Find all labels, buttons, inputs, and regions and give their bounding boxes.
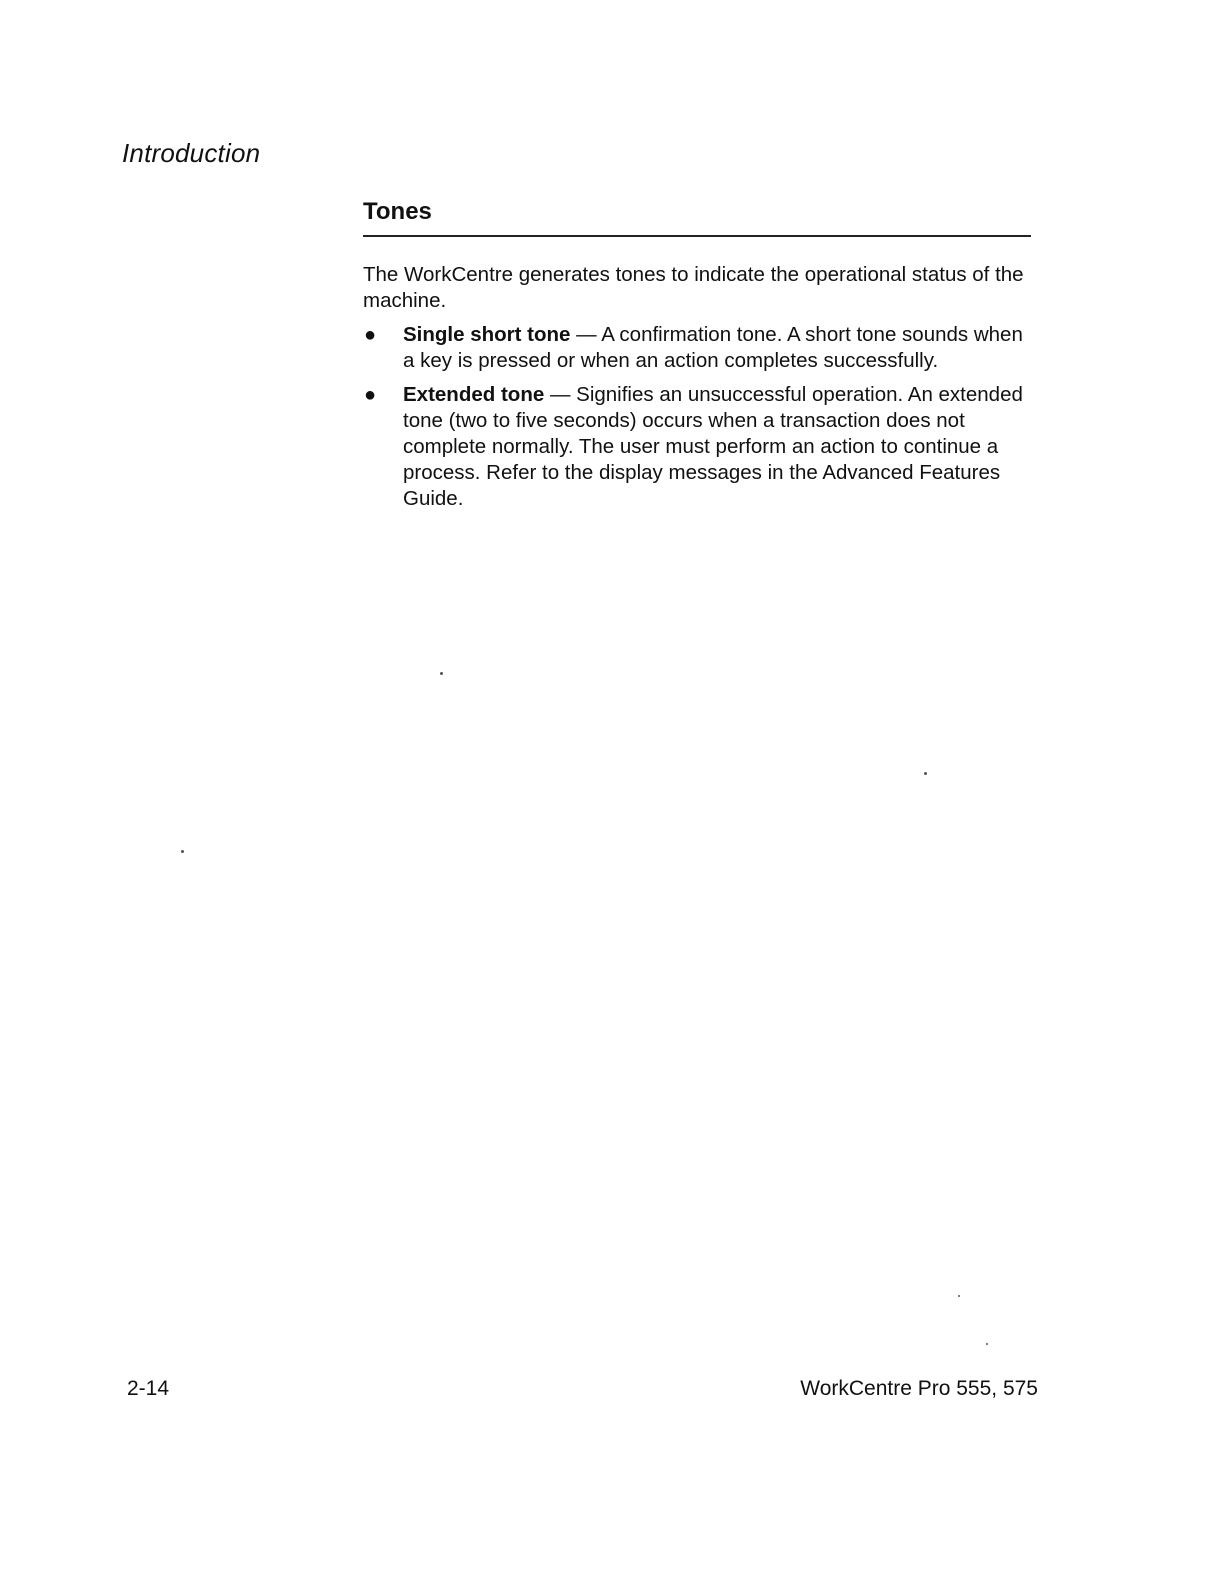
tone-description: — Signifies an unsuccessful operation. An extended tone (two to five seconds) occurs when a transaction does not complete normally. The user must perform an action to continue a process. Refer to the display messages in the Advanced Features Guide. [403, 383, 1023, 511]
scan-speck [924, 772, 927, 775]
list-item [363, 322, 1031, 374]
bullet-icon: ● [364, 324, 377, 347]
section-title: Tones [363, 196, 1031, 237]
bullet-icon: ● [364, 384, 377, 407]
tone-term: Extended tone [403, 383, 545, 407]
page-number: 2-14 [127, 1377, 170, 1400]
tone-description: — A confirmation tone. A short tone sounds when a key is pressed or when an action completes successfully. [403, 323, 1023, 373]
scan-speck [986, 1343, 988, 1345]
intro-paragraph: The WorkCentre generates tones to indicate the operational status of the machine. [363, 263, 1024, 313]
scan-speck [958, 1295, 960, 1297]
footer-product: WorkCentre Pro 555, 575 [800, 1377, 1038, 1400]
tone-term: Single short tone [403, 323, 571, 347]
chapter-header: Introduction [122, 138, 261, 168]
tones-section [363, 196, 1031, 520]
scan-speck [181, 850, 184, 853]
scan-speck [440, 672, 443, 675]
list-item [363, 382, 1031, 512]
tone-list [363, 322, 1031, 512]
